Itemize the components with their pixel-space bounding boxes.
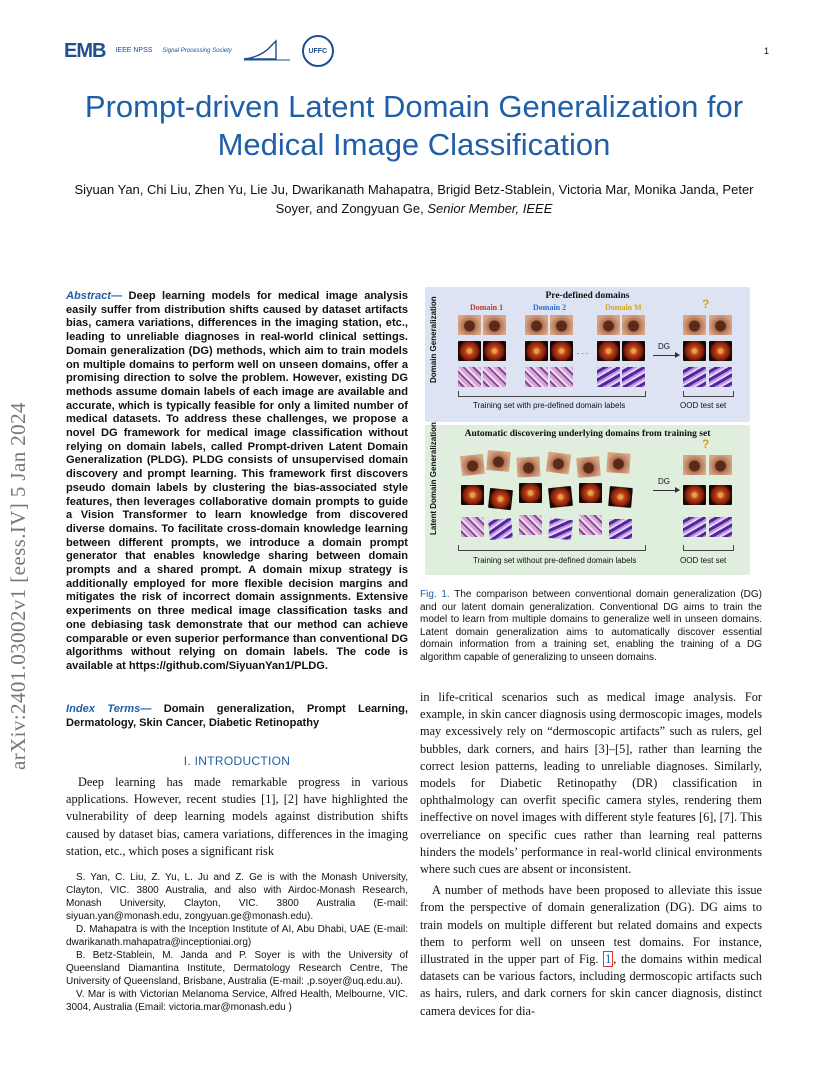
image-tile bbox=[608, 486, 633, 508]
ellipsis: . . . bbox=[577, 347, 589, 356]
page-number: 1 bbox=[764, 46, 770, 56]
right-paragraph-2-start: A number of methods have been proposed to alleviate this issue from the perspective of domain generalization (DG). DG aims to train models on multiple different but related domains and expects them to perform well on unseen test domains. For instance, illustrated in the upper part of Fig. bbox=[420, 883, 762, 967]
image-tile bbox=[550, 367, 573, 387]
right-column-text bbox=[420, 689, 762, 1020]
dg-arrow bbox=[653, 355, 679, 356]
ood-tile bbox=[709, 455, 732, 475]
figure-panel-predefined bbox=[425, 287, 750, 422]
train-brace-2 bbox=[458, 545, 646, 551]
image-tile bbox=[461, 517, 484, 537]
ood-tile bbox=[709, 341, 732, 361]
section-title-introduction: I. INTRODUCTION bbox=[183, 754, 291, 768]
image-tile bbox=[597, 341, 620, 361]
figure-caption bbox=[420, 589, 762, 664]
ood-tile bbox=[683, 517, 706, 537]
dg-arrow-2 bbox=[653, 490, 679, 491]
domain-1-label: Domain 1 bbox=[470, 303, 504, 312]
ood-tile bbox=[683, 341, 706, 361]
image-tile bbox=[548, 518, 573, 540]
dg-label: DG bbox=[658, 342, 670, 351]
dg-label-2: DG bbox=[658, 477, 670, 486]
signal-processing-society-logo: Signal Processing Society bbox=[162, 48, 232, 54]
ood-tile bbox=[683, 455, 706, 475]
image-tile bbox=[622, 341, 645, 361]
arxiv-stamp: arXiv:2401.03002v1 [eess.IV] 5 Jan 2024 bbox=[6, 402, 30, 770]
panel2-title: Automatic discovering underlying domains from training set bbox=[464, 429, 711, 439]
ood-tile bbox=[709, 315, 732, 335]
image-tile bbox=[458, 341, 481, 361]
right-paragraph-1: in life-critical scenarios such as medical image analysis. For example, in skin cancer diagnosis using dermoscopic images, models may excessively rely on “dermoscopic artifacts” such as rulers, gel bubbles, dark corners, and hairs [3]–[5], rather than learning the correct lesion patterns, leading to unreliable diagnoses. Similarly, models for Diabetic Retinopathy (DR) classification in ophthalmology can overfit specific camera styles, rendering them ineffective on novel images with different style features [6], [7]. This overreliance on specific cues rather than learning real patterns hinders the models’ performance in real-world clinical environments where such cues are absent or inconsistent. bbox=[420, 690, 762, 877]
ood-tile bbox=[709, 485, 732, 505]
image-tile bbox=[579, 483, 602, 503]
footnote-1: S. Yan, C. Liu, Z. Yu, L. Ju and Z. Ge is with the Monash University, Clayton, VIC. 3800 Australia, and also with Airdoc-Monash Research, Monash University, Clayton, VIC. 3800 Australia (E-mail: siyuan.yan@monash.edu, zongyuan.ge@monash.edu). bbox=[66, 872, 408, 922]
image-tile bbox=[516, 456, 540, 477]
ood-tile bbox=[709, 367, 732, 387]
wave-logo-icon bbox=[242, 39, 292, 63]
domain-2-label: Domain 2 bbox=[533, 303, 567, 312]
image-tile bbox=[622, 367, 645, 387]
figure-panel-latent bbox=[425, 422, 750, 575]
footnotes bbox=[66, 871, 408, 1014]
panel1-side-label: Domain Generalization bbox=[429, 296, 438, 383]
ood-tile bbox=[683, 315, 706, 335]
panel1-title: Pre-defined domains bbox=[545, 291, 630, 301]
index-terms-text: Domain generalization, Prompt Learning, Dermatology, Skin Cancer, Diabetic Retinopathy bbox=[66, 703, 408, 729]
panel1-train-label: Training set with pre-defined domain labels bbox=[473, 401, 626, 410]
panel1-ood-label: OOD test set bbox=[680, 401, 727, 410]
authors-names: Siyuan Yan, Chi Liu, Zhen Yu, Lie Ju, Dwarikanath Mahapatra, Brigid Betz-Stablein, Victoria Mar, Monika Janda, Peter Soyer, and Zongyuan Ge, bbox=[74, 182, 754, 216]
panel2-train-label: Training set without pre-defined domain labels bbox=[473, 556, 637, 565]
image-tile bbox=[483, 315, 506, 335]
abstract bbox=[66, 290, 408, 674]
panel2-question-mark: ? bbox=[702, 437, 710, 451]
train-brace bbox=[458, 391, 646, 397]
image-tile bbox=[458, 315, 481, 335]
image-tile bbox=[483, 367, 506, 387]
ood-brace-2 bbox=[683, 545, 734, 551]
image-tile bbox=[488, 518, 513, 540]
panel1-question-mark: ? bbox=[702, 297, 710, 311]
ood-tile bbox=[709, 517, 732, 537]
image-tile bbox=[525, 315, 548, 335]
caption-label: Fig. 1. bbox=[420, 589, 450, 600]
header-logos bbox=[64, 34, 334, 68]
image-tile bbox=[460, 454, 485, 476]
image-tile bbox=[525, 367, 548, 387]
image-tile bbox=[579, 515, 602, 535]
image-tile bbox=[622, 315, 645, 335]
index-terms-label: Index Terms— bbox=[66, 703, 152, 715]
image-tile bbox=[519, 515, 542, 535]
image-tile bbox=[550, 341, 573, 361]
image-tile bbox=[546, 451, 572, 474]
image-tile bbox=[548, 486, 573, 508]
caption-text: The comparison between conventional domain generalization (DG) and our latent domain generalization. Conventional DG aims to train the model to learn from multiple domains to generalize well in unseen domains. Latent domain generalization aims to automatically discover essential domain information from a training set, enabling the training of a DG algorithm capable of generalizing to unseen domains. bbox=[420, 589, 762, 663]
image-tile bbox=[597, 315, 620, 335]
image-tile bbox=[606, 452, 630, 474]
image-tile bbox=[483, 341, 506, 361]
abstract-text: Deep learning models for medical image analysis easily suffer from distribution shifts caused by dataset artifacts bias, camera variations, differences in the imaging station, etc., leading to unreliable diagnoses in real-world clinical settings. Domain generalization (DG) methods, which aim to train models on multiple domains to perform well on unseen domains, offer a promising direction to solve the problem. However, existing DG methods assume domain labels of each image are available and accurate, which is typically feasible for only a limited number of medical datasets. To address these challenges, we propose a novel DG framework for medical image classification without relying on domain labels, called Prompt-driven Latent Domain Generalization (PLDG). PLDG consists of unsupervised domain discovery and prompt learning. This framework first discovers pseudo domain labels by clustering the bias-associated style features, then leverages collaborative domain prompts to guide a Vision Transformer to learn knowledge from discovered diverse domains. To facilitate cross-domain knowledge learning between different prompts, we introduce a domain prompt generator that enables knowledge sharing between domain prompts and a shared prompt. A domain mixup strategy is additionally employed for more flexible decision margins and mitigates the risk of incorrect domain assignments. Extensive experiments on three medical image classification tasks and one debiasing task demonstrate that our method can achieve comparable or even superior performance than conventional DG algorithms without relying on domain labels. The code is available at https://github.com/SiyuanYan1/PLDG. bbox=[66, 290, 408, 672]
panel2-side-label: Latent Domain Generalization bbox=[429, 422, 438, 535]
ood-brace bbox=[683, 391, 734, 397]
figure-1-link[interactable]: 1 bbox=[605, 952, 612, 967]
uffc-logo: UFFC bbox=[302, 35, 334, 67]
emb-logo: EMB bbox=[64, 39, 106, 62]
footnote-3: B. Betz-Stablein, M. Janda and P. Soyer is with the University of Queensland Diamantina Institute, Dermatology Research Centre, The University of Queensland, Brisbane, Australia (E-mail: ,p.soyer@uq.edu.au). bbox=[66, 950, 408, 987]
image-tile bbox=[525, 341, 548, 361]
image-tile bbox=[519, 483, 542, 503]
footnote-4: V. Mar is with Victorian Melanoma Service, Alfred Health, Melbourne, VIC. 3004, Australia (Email: victoria.mar@monash.edu ) bbox=[66, 989, 408, 1013]
authors-suffix: Senior Member, IEEE bbox=[427, 201, 553, 216]
footnote-2: D. Mahapatra is with the Inception Institute of AI, Abu Dhabi, UAE (E-mail: dwarikanath.mahapatra@inceptioniai.org) bbox=[66, 924, 408, 948]
image-tile bbox=[461, 485, 484, 505]
image-tile bbox=[576, 456, 601, 478]
domain-m-label: Domain M bbox=[605, 303, 642, 312]
paper-title: Prompt-driven Latent Domain Generalization for Medical Image Classification bbox=[84, 89, 744, 162]
right-paragraph-2-end: , the domains within medical datasets can be various factors, including dermoscopic artifacts such as hairs, rulers, and dark corners for skin cancer diagnosis, distinct camera devices for dia- bbox=[420, 952, 762, 1018]
author-list bbox=[60, 180, 768, 218]
image-tile bbox=[486, 450, 511, 472]
abstract-label: Abstract— bbox=[66, 290, 123, 302]
ood-tile bbox=[683, 485, 706, 505]
image-tile bbox=[550, 315, 573, 335]
image-tile bbox=[597, 367, 620, 387]
panel2-ood-label: OOD test set bbox=[680, 556, 727, 565]
right-paragraph-2 bbox=[420, 882, 762, 1020]
index-terms bbox=[66, 703, 408, 730]
intro-paragraph: Deep learning has made remarkable progress in various applications. However, recent studies [1], [2] have highlighted the vulnerability of deep learning models against distribution shifts caused by dataset bias, camera variations, differences in the imaging station, etc., which poses a significant risk bbox=[66, 775, 408, 858]
ood-tile bbox=[683, 367, 706, 387]
ieee-npss-logo: IEEE NPSS bbox=[115, 47, 153, 54]
image-tile bbox=[488, 488, 513, 510]
image-tile bbox=[609, 519, 632, 539]
image-tile bbox=[458, 367, 481, 387]
